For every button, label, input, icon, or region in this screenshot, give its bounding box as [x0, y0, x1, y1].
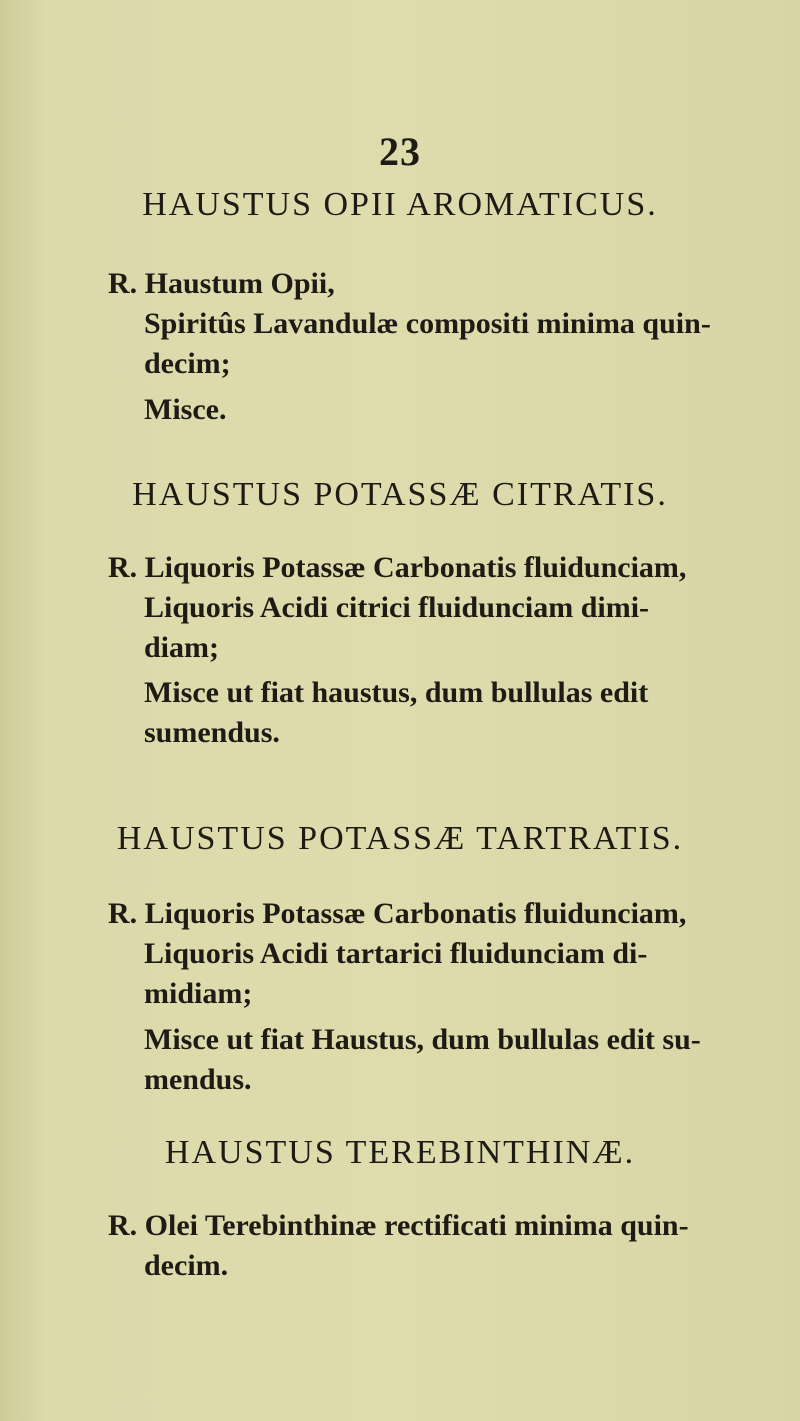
recipe-line: R. Haustum Opii,	[108, 267, 335, 300]
recipe-line: decim.	[144, 1249, 229, 1282]
recipe-line: Misce ut fiat haustus, dum bullulas edit	[144, 676, 649, 709]
page-number: 23	[379, 129, 421, 174]
recipe-line: Spiritûs Lavandulæ compositi minima quin-	[144, 307, 711, 340]
recipe-line: R. Liquoris Potassæ Carbonatis fluidunciam,	[108, 551, 687, 584]
section-heading-citratis: HAUSTUS POTASSÆ CITRATIS.	[132, 476, 668, 513]
section-heading-opii: HAUSTUS OPII AROMATICUS.	[142, 186, 658, 223]
recipe-line: Misce.	[144, 393, 227, 426]
recipe-line: decim;	[144, 347, 231, 380]
recipe-line: midiam;	[144, 977, 253, 1010]
recipe-line: mendus.	[144, 1063, 252, 1096]
recipe-line: diam;	[144, 631, 219, 664]
recipe-line: sumendus.	[144, 716, 280, 749]
section-heading-tartratis: HAUSTUS POTASSÆ TARTRATIS.	[116, 820, 684, 857]
recipe-line: R. Liquoris Potassæ Carbonatis fluidunciam,	[108, 897, 687, 930]
recipe-line: Liquoris Acidi citrici fluidunciam dimi-	[144, 591, 650, 624]
recipe-line: Misce ut fiat Haustus, dum bullulas edit su-	[144, 1023, 701, 1056]
recipe-line: R. Olei Terebinthinæ rectificati minima quin-	[108, 1209, 689, 1242]
recipe-line: Liquoris Acidi tartarici fluidunciam di-	[144, 937, 648, 970]
section-heading-terebinthinae: HAUSTUS TEREBINTHINÆ.	[164, 1134, 636, 1171]
